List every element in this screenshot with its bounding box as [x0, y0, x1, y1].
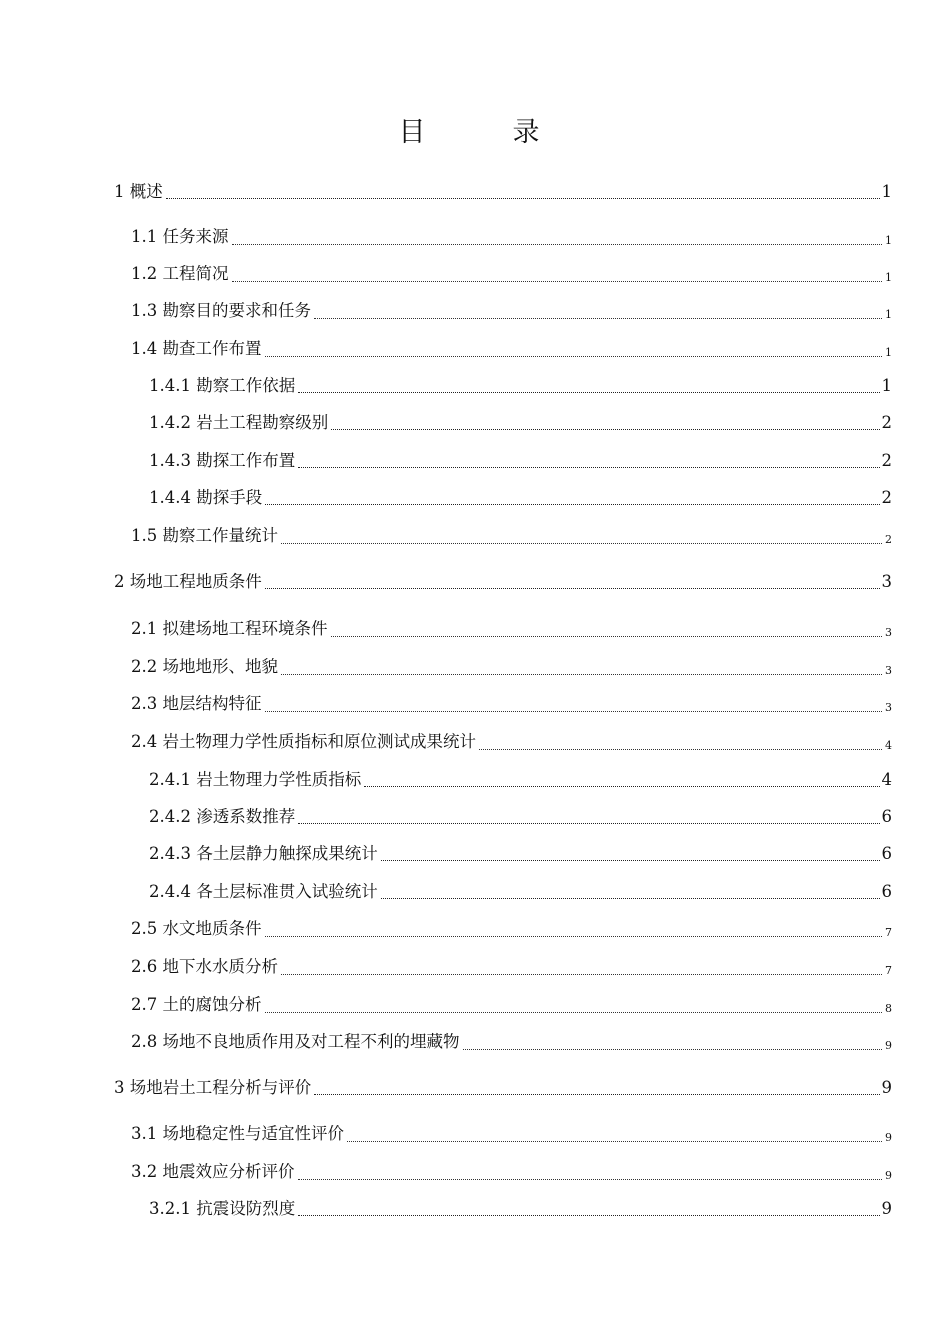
toc-entry-label: 3.2.1 抗震设防烈度	[149, 1199, 296, 1218]
toc-entry-label: 1 概述	[114, 182, 163, 201]
toc-entry-label: 1.4.4 勘探手段	[149, 488, 263, 507]
toc-dot-leader	[265, 994, 883, 1013]
toc-entry[interactable]	[131, 617, 892, 639]
toc-entry[interactable]	[149, 374, 892, 396]
toc-entry-label: 2.2 场地地形、地貌	[131, 657, 278, 676]
toc-dot-leader	[381, 880, 880, 899]
toc-page-number: 8	[885, 1002, 892, 1015]
toc-entry[interactable]	[131, 299, 892, 321]
toc-dot-leader	[463, 1031, 883, 1050]
toc-dot-leader	[381, 842, 880, 861]
toc-dot-leader	[298, 374, 879, 393]
toc-entry-label: 1.3 勘察目的要求和任务	[131, 301, 311, 320]
toc-entry-label: 2.7 土的腐蚀分析	[131, 995, 262, 1014]
toc-page-number: 3	[885, 664, 892, 677]
toc-entry[interactable]	[131, 1160, 892, 1182]
toc-entry-label: 2.5 水文地质条件	[131, 919, 262, 938]
toc-entry-label: 1.5 勘察工作量统计	[131, 526, 278, 545]
page-title: 目 录	[398, 117, 570, 148]
toc-entry[interactable]	[149, 842, 892, 864]
toc-dot-leader	[265, 338, 883, 357]
toc-dot-leader	[314, 300, 882, 319]
toc-entry[interactable]	[114, 180, 892, 202]
toc-dot-leader	[265, 918, 883, 937]
toc-entry-label: 2 场地工程地质条件	[114, 572, 262, 591]
toc-entry-label: 2.4 岩土物理力学性质指标和原位测试成果统计	[131, 732, 476, 751]
toc-dot-leader	[166, 180, 880, 199]
toc-entry-label: 3.1 场地稳定性与适宜性评价	[131, 1124, 344, 1143]
toc-entry[interactable]	[131, 337, 892, 359]
toc-page-number: 6	[881, 844, 892, 863]
toc-page-number: 3	[881, 572, 892, 591]
toc-entry[interactable]	[131, 692, 892, 714]
toc-entry[interactable]	[114, 1076, 892, 1098]
toc-page-number: 1	[885, 308, 892, 321]
toc-entry-label: 1.4.3 勘探工作布置	[149, 451, 296, 470]
toc-page-number: 9	[881, 1078, 892, 1097]
toc-page-number: 6	[881, 882, 892, 901]
toc-entry[interactable]	[149, 486, 892, 508]
toc-dot-leader	[331, 618, 883, 637]
toc-entry[interactable]	[131, 917, 892, 939]
toc-page-number: 1	[881, 376, 892, 395]
toc-dot-leader	[298, 449, 879, 468]
toc-dot-leader	[265, 570, 880, 589]
toc-entry-label: 2.4.2 渗透系数推荐	[149, 807, 296, 826]
toc-page-number: 9	[885, 1039, 892, 1052]
toc-dot-leader	[479, 731, 882, 750]
toc-page-number: 9	[885, 1131, 892, 1144]
toc-entry[interactable]	[149, 1197, 892, 1219]
toc-page-number: 2	[881, 451, 892, 470]
toc-page-number: 9	[885, 1169, 892, 1182]
toc-entry-label: 1.4.1 勘察工作依据	[149, 376, 296, 395]
toc-page-number: 6	[881, 807, 892, 826]
toc-entry[interactable]	[131, 1122, 892, 1144]
toc-dot-leader	[347, 1123, 882, 1142]
toc-entry[interactable]	[149, 768, 892, 790]
toc-page-number: 3	[885, 626, 892, 639]
toc-entry[interactable]	[149, 449, 892, 471]
toc-entry[interactable]	[131, 262, 892, 284]
toc-entry-label: 2.8 场地不良地质作用及对工程不利的埋藏物	[131, 1032, 460, 1051]
toc-dot-leader	[298, 1161, 883, 1180]
toc-entry-label: 3 场地岩土工程分析与评价	[114, 1078, 312, 1097]
toc-entry-label: 2.4.1 岩土物理力学性质指标	[149, 770, 362, 789]
toc-page-number: 2	[885, 533, 892, 546]
toc-entry-label: 1.1 任务来源	[131, 227, 229, 246]
toc-entry[interactable]	[114, 570, 892, 592]
toc-entry[interactable]	[131, 655, 892, 677]
toc-entry-label: 2.6 地下水水质分析	[131, 957, 278, 976]
toc-entry[interactable]	[131, 524, 892, 546]
toc-entry-label: 3.2 地震效应分析评价	[131, 1162, 295, 1181]
toc-entry-label: 1.4 勘查工作布置	[131, 339, 262, 358]
toc-entry-label: 2.3 地层结构特征	[131, 694, 262, 713]
toc-entry[interactable]	[131, 993, 892, 1015]
toc-page-number: 2	[881, 488, 892, 507]
toc-page-number: 7	[885, 964, 892, 977]
toc-page-number: 2	[881, 413, 892, 432]
toc-entry-label: 1.4.2 岩土工程勘察级别	[149, 413, 329, 432]
toc-dot-leader	[298, 805, 879, 824]
toc-entry[interactable]	[149, 805, 892, 827]
toc-entry-label: 1.2 工程简况	[131, 264, 229, 283]
toc-page-number: 7	[885, 926, 892, 939]
toc-entry[interactable]	[131, 1030, 892, 1052]
toc-dot-leader	[281, 525, 882, 544]
toc-page-number: 9	[881, 1199, 892, 1218]
toc-page-number: 3	[885, 701, 892, 714]
toc-dot-leader	[232, 263, 883, 282]
toc-page-number: 4	[885, 739, 892, 752]
toc-dot-leader	[232, 226, 883, 245]
toc-dot-leader	[314, 1076, 879, 1095]
toc-entry-label: 2.1 拟建场地工程环境条件	[131, 619, 328, 638]
toc-entry[interactable]	[149, 411, 892, 433]
toc-dot-leader	[265, 486, 879, 505]
toc-dot-leader	[281, 656, 882, 675]
toc-dot-leader	[331, 411, 879, 430]
toc-dot-leader	[364, 768, 879, 787]
toc-page-number: 1	[885, 346, 892, 359]
toc-entry[interactable]	[131, 955, 892, 977]
toc-page-number: 1	[885, 271, 892, 284]
toc-entry[interactable]	[149, 880, 892, 902]
toc-page-number: 1	[881, 182, 892, 201]
toc-dot-leader	[265, 693, 883, 712]
toc-entry[interactable]	[131, 225, 892, 247]
toc-page-number: 4	[881, 770, 892, 789]
toc-dot-leader	[281, 956, 882, 975]
toc-dot-leader	[298, 1197, 879, 1216]
toc-entry-label: 2.4.3 各土层静力触探成果统计	[149, 844, 378, 863]
toc-page-number: 1	[885, 234, 892, 247]
toc-entry-label: 2.4.4 各土层标准贯入试验统计	[149, 882, 378, 901]
toc-entry[interactable]	[131, 730, 892, 752]
